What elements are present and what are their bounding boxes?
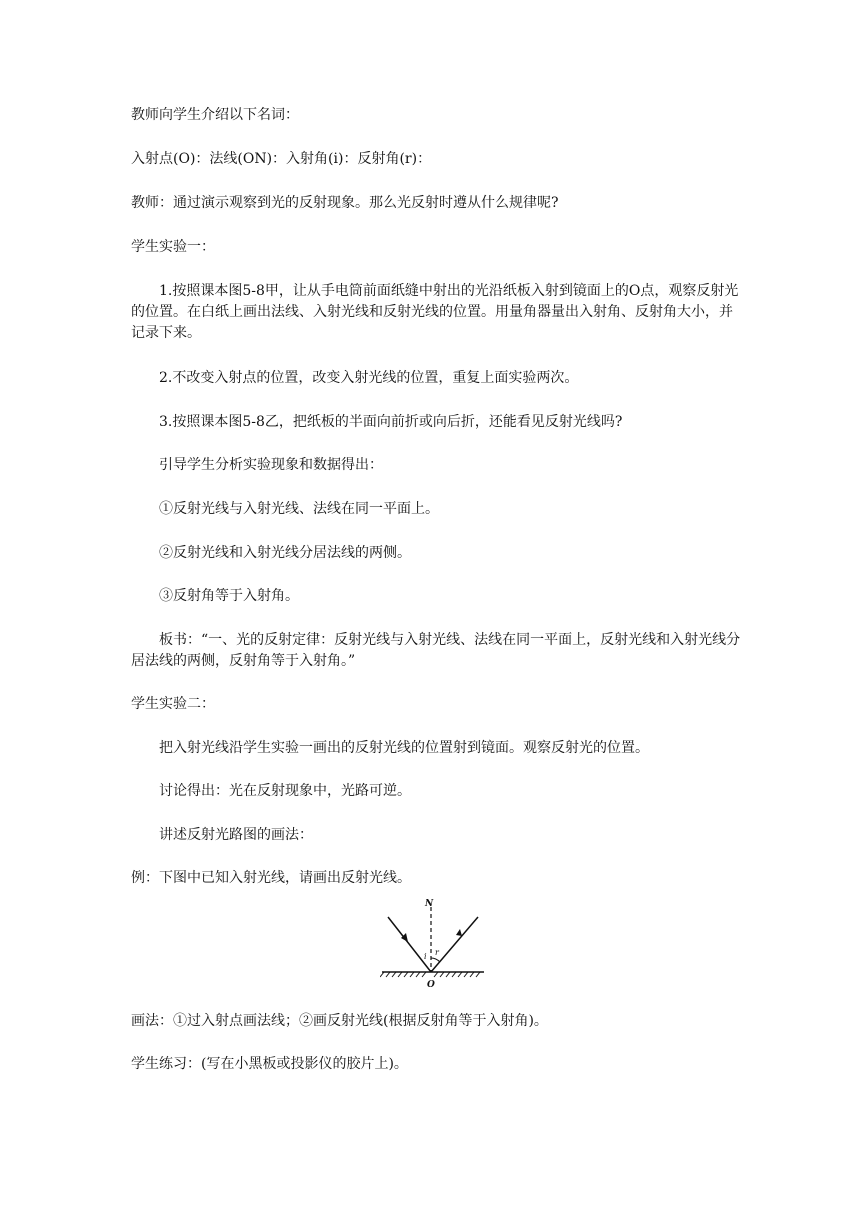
experiment-one-step-3: 3.按照课本图5-8乙，把纸板的半面向前折或向后折，还能看见反射光线吗? [159, 414, 623, 430]
blackboard-law: 板书：“一、光的反射定律：反射光线与入射光线、法线在同一平面上，反射光线和入射光线分居法线的两侧，反射角等于入射角。” [131, 632, 741, 669]
reflection-diagram [380, 895, 490, 991]
experiment-one-step-1: 1.按照课本图5-8甲，让从手电筒前面纸缝中射出的光沿纸板入射到镜面上的O点，观察反射光的位置。在白纸上画出法线、入射光线和反射光线的位置。用量角器量出入射角、反射角大小，并记录下来。 [131, 283, 739, 341]
reversibility-conclusion: 讨论得出：光在反射现象中，光路可逆。 [159, 783, 411, 799]
drawing-method-intro: 讲述反射光路图的画法： [159, 827, 313, 843]
reflected-ray [431, 917, 478, 972]
analysis-guidance: 引导学生分析实验现象和数据得出： [159, 457, 383, 473]
teacher-question: 教师：通过演示观察到光的反射现象。那么光反射时遵从什么规律呢? [131, 195, 559, 211]
conclusion-3: ③反射角等于入射角。 [159, 588, 299, 604]
reflection-angle-arc [431, 958, 440, 962]
incidence-angle-label: i [424, 952, 427, 961]
incident-ray [388, 917, 431, 972]
intro-terms-heading: 教师向学生介绍以下名词： [131, 107, 299, 123]
reflection-angle-label: r [435, 948, 439, 957]
experiment-two-description: 把入射光线沿学生实验一画出的反射光线的位置射到镜面。观察反射光的位置。 [159, 740, 649, 756]
example-prompt: 例：下图中已知入射光线，请画出反射光线。 [131, 870, 411, 886]
student-practice: 学生练习：(写在小黑板或投影仪的胶片上)。 [131, 1056, 408, 1072]
point-label: O [427, 980, 435, 990]
reflected-arrow [456, 929, 462, 936]
experiment-one-step-2: 2.不改变入射点的位置，改变入射光线的位置，重复上面实验两次。 [159, 370, 579, 386]
drawing-method-steps: 画法：①过入射点画法线；②画反射光线(根据反射角等于入射角)。 [131, 1013, 548, 1029]
conclusion-1: ①反射光线与入射光线、法线在同一平面上。 [159, 501, 439, 517]
experiment-one-heading: 学生实验一： [131, 239, 215, 255]
terms-definition-line: 入射点(O)：法线(ON)：入射角(i)：反射角(r)： [131, 151, 432, 167]
conclusion-2: ②反射光线和入射光线分居法线的两侧。 [159, 545, 411, 561]
normal-label: N [425, 899, 434, 909]
experiment-two-heading: 学生实验二： [131, 696, 215, 712]
